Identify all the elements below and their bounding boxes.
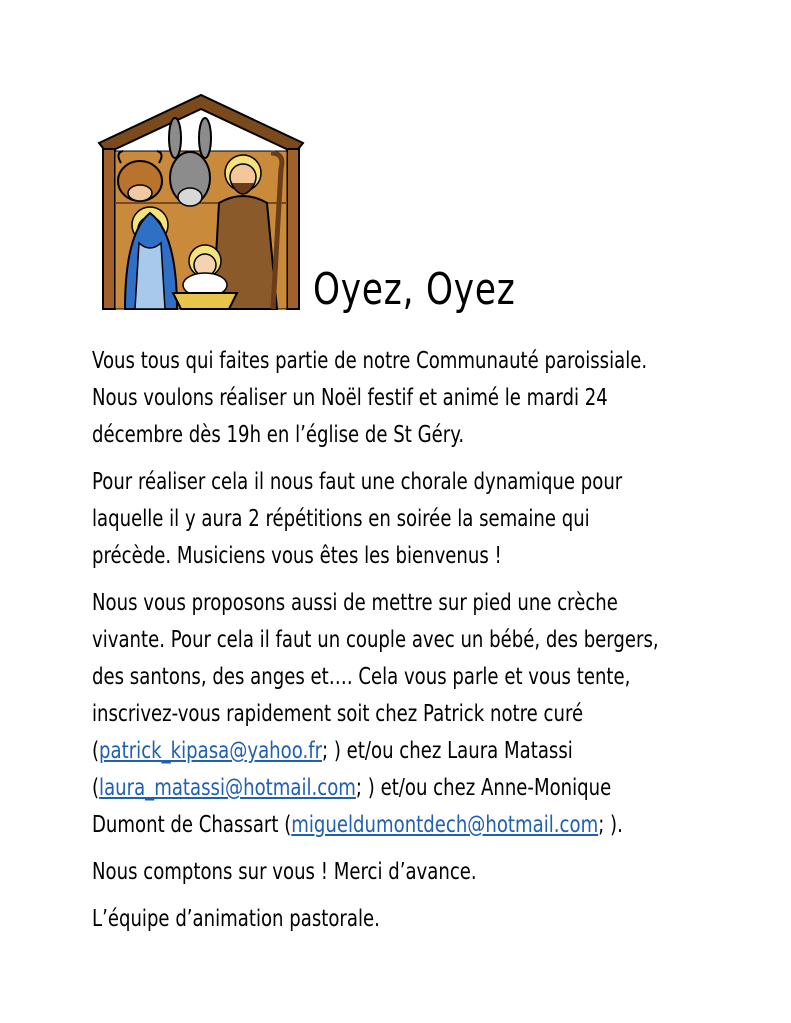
paragraph-living-nativity bbox=[92, 584, 791, 843]
paragraph-line: laquelle il y aura 2 répétitions en soirée la semaine qui bbox=[92, 504, 590, 532]
paragraph-line: des santons, des anges et…. Cela vous parle et vous tente, bbox=[92, 662, 631, 690]
paragraph-line: Nous comptons sur vous ! Merci d’avance. bbox=[92, 857, 477, 885]
paragraph-line: Pour réaliser cela il nous faut une chorale dynamique pour bbox=[92, 467, 623, 495]
paragraph-line-contact-anne-monique bbox=[92, 806, 677, 843]
text-fragment: ; ) et/ou chez Anne-Monique bbox=[355, 773, 612, 801]
page-title: Oyez, Oyez bbox=[313, 264, 516, 315]
paragraph-line: vivante. Pour cela il faut un couple avec un bébé, des bergers, bbox=[92, 625, 659, 653]
signature-line: L’équipe d’animation pastorale. bbox=[92, 904, 380, 932]
nativity-scene-icon bbox=[95, 93, 307, 311]
signature bbox=[92, 900, 791, 937]
paragraph-thanks bbox=[92, 853, 791, 890]
paragraph-line: Nous voulons réaliser un Noël festif et animé le mardi 24 bbox=[92, 383, 608, 411]
email-link-laura[interactable]: laura_matassi@hotmail.com bbox=[99, 773, 356, 801]
email-link-patrick[interactable]: patrick_kipasa@yahoo.fr bbox=[99, 736, 323, 764]
paragraph-line: décembre dès 19h en l’église de St Géry. bbox=[92, 420, 465, 448]
text-fragment: ; ) et/ou chez Laura Matassi bbox=[322, 736, 573, 764]
text-fragment: Dumont de Chassart ( bbox=[92, 810, 292, 838]
text-fragment: ( bbox=[92, 736, 100, 764]
paragraph-line-contact-laura bbox=[92, 769, 677, 806]
paragraph-line: inscrivez-vous rapidement soit chez Patrick notre curé bbox=[92, 699, 584, 727]
paragraph-line: précède. Musiciens vous êtes les bienvenus ! bbox=[92, 541, 502, 569]
text-fragment: ( bbox=[92, 773, 100, 801]
email-link-miguel[interactable]: migueldumontdech@hotmail.com bbox=[291, 810, 599, 838]
paragraph-line: Vous tous qui faites partie de notre Communauté paroissiale. bbox=[92, 346, 648, 374]
paragraph-choir bbox=[92, 463, 791, 574]
paragraph-line-contact-patrick bbox=[92, 732, 677, 769]
flyer-body bbox=[92, 342, 791, 947]
text-fragment: ; ). bbox=[598, 810, 623, 838]
paragraph-line: Nous vous proposons aussi de mettre sur pied une crèche bbox=[92, 588, 618, 616]
paragraph-invitation bbox=[92, 342, 791, 453]
